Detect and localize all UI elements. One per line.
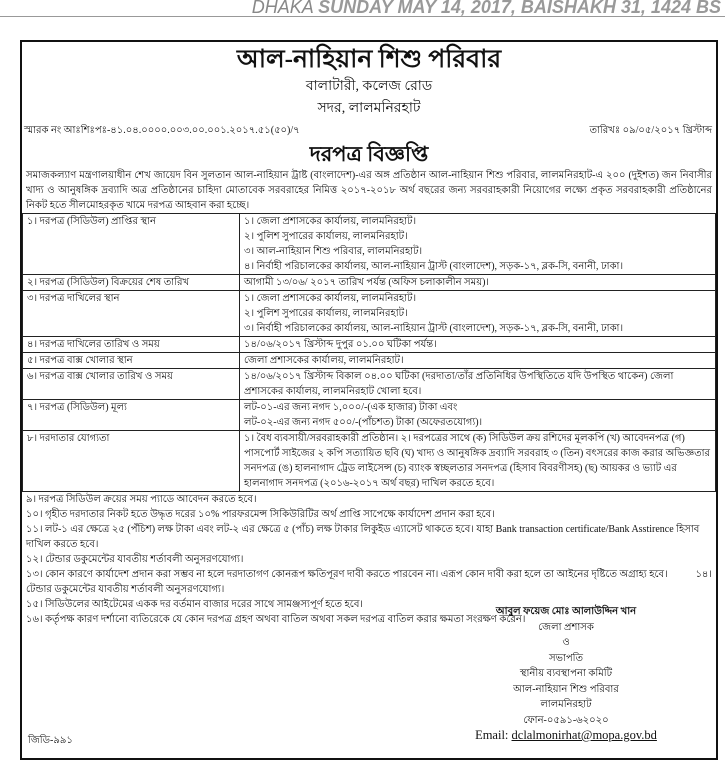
table-row bbox=[23, 214, 716, 275]
row-value bbox=[240, 291, 716, 337]
row-value-line: লট-০১-এর জন্য নগদ ১,০০০/-(এক হাজার) টাকা এবং bbox=[244, 402, 458, 413]
table-row bbox=[23, 400, 716, 431]
table-row bbox=[23, 275, 716, 291]
row-value bbox=[240, 353, 716, 369]
row-label: ৭। দরপত্র (সিডিউল) মূল্য bbox=[23, 400, 240, 431]
note-item bbox=[26, 507, 712, 522]
org-title: আল-নাহিয়ান শিশু পরিবার bbox=[236, 46, 502, 73]
note-item bbox=[26, 552, 712, 567]
row-value-line: ১৪/০৬/২০১৭ খ্রিস্টাব্দ দুপুর ০১.০০ ঘটিকা পর্যন্ত। bbox=[244, 339, 437, 350]
note-text: ১৬। কর্তৃপক্ষ কারণ দর্শানো ব্যতিরেকে যে কোন দরপত্র গ্রহণ অথবা বাতিল অথবা সকল দরপত্র বাতিল করার ক্ষমতা সংরক্ষণ করেন। bbox=[26, 614, 526, 625]
email-line bbox=[436, 728, 696, 744]
signature-line: জেলা প্রশাসক bbox=[538, 621, 594, 633]
row-value bbox=[240, 275, 716, 291]
note-item bbox=[26, 522, 712, 552]
row-value-line: ৩। নির্বাহী পরিচালকের কার্যালয়, আল-নাহিয়ান ট্রাস্ট (বাংলাদেশ), সড়ক-১৭, ব্লক-সি, বনানী, ঢাকা। bbox=[244, 323, 624, 334]
row-label: ৮। দরদাতার যোগ্যতা bbox=[23, 431, 240, 492]
table-row bbox=[23, 369, 716, 400]
signature-line: স্থানীয় ব্যবস্থাপনা কমিটি bbox=[519, 668, 613, 679]
note-14-number: ১৪। bbox=[695, 569, 712, 580]
row-label: ৬। দরপত্র বাক্স খোলার তারিখ ও সময় bbox=[23, 369, 240, 400]
row-value-line: ২। পুলিশ সুপারের কার্যালয়, লালমনিরহাট। bbox=[244, 231, 408, 242]
table-row bbox=[23, 353, 716, 369]
signature-line: সভাপতি bbox=[548, 652, 584, 664]
row-label: ৪। দরপত্র দাখিলের তারিখ ও সময় bbox=[23, 337, 240, 353]
row-value bbox=[240, 431, 716, 492]
row-value bbox=[240, 214, 716, 275]
table-row bbox=[23, 431, 716, 492]
newspaper-masthead bbox=[252, 0, 721, 17]
row-value-line: ১। জেলা প্রশাসকের কার্যালয়, লালমনিরহাট। bbox=[244, 293, 417, 304]
note-item bbox=[26, 492, 712, 507]
row-value-line: ১৪/০৬/২০১৭ খ্রিস্টাব্দ বিকাল ০৪.০০ ঘটিকা (দরদাতা/তাঁর প্রতিনিধির উপস্থিতিতে যদি উপস্থিত থাকেন) জেলা প্রশাসকের কার্যালয়, লালমনিরহাট খোলা হবে। bbox=[244, 371, 674, 397]
signature-line: ও bbox=[562, 637, 570, 648]
note-text: ১১। লট-১ এর ক্ষেত্রে ২৫ (পঁচিশ) লক্ষ টাকা এবং লট-২ এর ক্ষেত্রে ৫ (পাঁচ) লক্ষ টাকার লিকুইড এ্যাসেট থাকতে হবে। যাহা Bank transaction certificate/Bank Asstirence হিসাব দাখিল করতে হবে। bbox=[26, 524, 700, 550]
signature-line: ফোন-০৫৯১-৬২০২০ bbox=[523, 714, 609, 726]
note-text: ১৩। কোন কারণে কার্যাদেশ প্রদান করা সম্ভব না হলে দরদাতাগণ কোনরূপ ক্ষতিপূরণ দাবী করতে পারবেন না। এরূপ কোন দাবী করা হলে তা আইনের দৃষ্টিতে অগ্রাহ্য হবে। bbox=[26, 569, 668, 580]
row-value-line: ২। পুলিশ সুপারের কার্যালয়, লালমনিরহাট। bbox=[244, 308, 408, 319]
signature-block bbox=[436, 604, 696, 744]
row-label: ৫। দরপত্র বাক্স খোলার স্থান bbox=[23, 353, 240, 369]
row-value bbox=[240, 369, 716, 400]
address-line-2: সদর, লালমনিরহাট bbox=[317, 101, 421, 116]
row-value-line: ১। বৈধ ব্যবসায়ী/সরবরাহকারী প্রতিষ্ঠান। ২। দরপত্রের সাথে (ক) সিডিউল ক্রয় রশিদের মূলকপি (খ) আবেদনপত্র (গ) পাসপোর্ট সাইজের ২ কপি সত্যায়িত ছবি (ঘ) খাদ্য ও আনুষঙ্গিক দ্রব্যাদি সরবরাহ ৩ (তিন) বৎসরের কাজ করার অভিজ্ঞতার সনদপত্র (ঙ) হালনাগাদ ট্রেড লাইসেন্স (চ) ব্যাংক স্বচ্ছলতার সনদপত্র (হিসাব বিবরণীসহ) (ছ) আয়কর ও ভ্যাট এর হালনাগাদ সনদপত্র (২০১৬-২০১৭ অর্থ বছর) দাখিল করতে হবে। bbox=[244, 433, 711, 489]
signature-line: লালমনিরহাট bbox=[540, 699, 592, 710]
notice-date: তারিখঃ ০৯/০৫/২০১৭ খ্রিস্টাব্দ bbox=[589, 125, 712, 136]
tender-details-table bbox=[22, 213, 716, 492]
note-item bbox=[26, 582, 712, 597]
email-link[interactable]: dclalmonirhat@mopa.gov.bd bbox=[511, 728, 657, 742]
row-value bbox=[240, 400, 716, 431]
email-label: Email: bbox=[475, 728, 512, 742]
row-value bbox=[240, 337, 716, 353]
note-text: ১০। গৃহীত দরদাতার নিকট হতে উদ্ধৃত দরের ১০% পারফরমেন্স সিকিউরিটির অর্থ প্রাপ্তি সাপেক্ষে কার্যাদেশ প্রদান করা হবে। bbox=[26, 509, 495, 520]
signature-line: আল-নাহিয়ান শিশু পরিবার bbox=[513, 683, 619, 695]
row-value-line: আগামী ১৩/০৬/ ২০১৭ তারিখ পর্যন্ত (অফিস চলাকালীন সময়)। bbox=[244, 277, 489, 288]
row-value-line: জেলা প্রশাসকের কার্যালয়, লালমনিরহাট। bbox=[244, 355, 404, 366]
table-row bbox=[23, 291, 716, 337]
intro-paragraph: সমাজকল্যাণ মন্ত্রণালয়াধীন শেখ জায়েদ বিন সুলতান আল-নাহিয়ান ট্রাষ্ট (বাংলাদেশ)-এর অঙ্গ প্রতিষ্ঠান আল-নাহিয়ান শিশু পরিবার, লালমনিরহাট-এ ২০০ (দুইশত) জন নিবাসীর খাদ্য ও আনুষঙ্গিক দ্রব্যাদি অত্র প্রতিষ্ঠানের চাহিদা মোতাবেক সরবরাহের নিমিত্ত ২০১৭-২০১৮ অর্থ বছরের জন্য সরবরাহকারী নিয়োগের লক্ষ্যে প্রকৃত সরবরাহকারী প্রতিষ্ঠানের নিকট হতে সীলমোহরকৃত খামে দরপত্র আহবান করা হচ্ছে। bbox=[26, 170, 712, 211]
note-text: টেন্ডার ডকুমেন্টের যাবতীয় শর্তাবলী অনুসরণযোগ্য। bbox=[26, 584, 225, 595]
note-text: ৯। দরপত্র সিডিউল ক্রয়ের সময় প্যাডে আবেদন করতে হবে। bbox=[26, 494, 257, 505]
note-text: ১২। টেন্ডার ডকুমেন্টের যাবতীয় শর্তাবলী অনুসরণযোগ্য। bbox=[26, 554, 244, 565]
row-label: ২। দরপত্র (সিডিউল) বিক্রয়ের শেষ তারিখ bbox=[23, 275, 240, 291]
row-label: ১। দরপত্র (সিডিউল) প্রাপ্তির স্থান bbox=[23, 214, 240, 275]
masthead-city: DHAKA bbox=[251, 0, 314, 17]
row-value-line: লট-০২-এর জন্য নগদ ৫০০/-(পাঁচশত) টাকা (অফেরতযোগ্য)। bbox=[244, 417, 483, 428]
tender-notice bbox=[20, 40, 718, 760]
divider bbox=[0, 16, 725, 17]
row-value-line: ১। জেলা প্রশাসকের কার্যালয়, লালমনিরহাট। bbox=[244, 216, 417, 227]
address-line-1: বালাটারী, কলেজ রোড bbox=[305, 79, 433, 94]
masthead-date: SUNDAY MAY 14, 2017, BAISHAKH 31, 1424 BS bbox=[318, 0, 721, 17]
memo-number: স্মারক নং আঃশিঃপঃ-৪১.০৪.০০০০.০০৩.০০.০০১.২০১৭.৫১(৫০)/৭ bbox=[24, 125, 300, 136]
note-text: ১৫। সিডিউলের আইটেমের একক দর বর্তমান বাজার দরের সাথে সামঞ্জস্যপূর্ণ হতে হবে। bbox=[26, 599, 363, 610]
signatory-name: আবুল ফয়েজ মোঃ আলাউদ্দিন খান bbox=[495, 606, 637, 617]
row-value-line: ৪। নির্বাহী পরিচালকের কার্যালয়, আল-নাহিয়ান ট্রাস্ট (বাংলাদেশ), সড়ক-১৭, ব্লক-সি, বনানী, ঢাকা। bbox=[244, 261, 624, 272]
row-value-line: ৩। আল-নাহিয়ান শিশু পরিবার, লালমনিরহাট। bbox=[244, 246, 423, 257]
gd-number: জিডি-৯৯১ bbox=[28, 735, 73, 746]
row-label: ৩। দরপত্র দাখিলের স্থান bbox=[23, 291, 240, 337]
notice-title: দরপত্র বিজ্ঞপ্তি bbox=[309, 142, 429, 166]
table-row bbox=[23, 337, 716, 353]
note-item bbox=[26, 567, 712, 582]
